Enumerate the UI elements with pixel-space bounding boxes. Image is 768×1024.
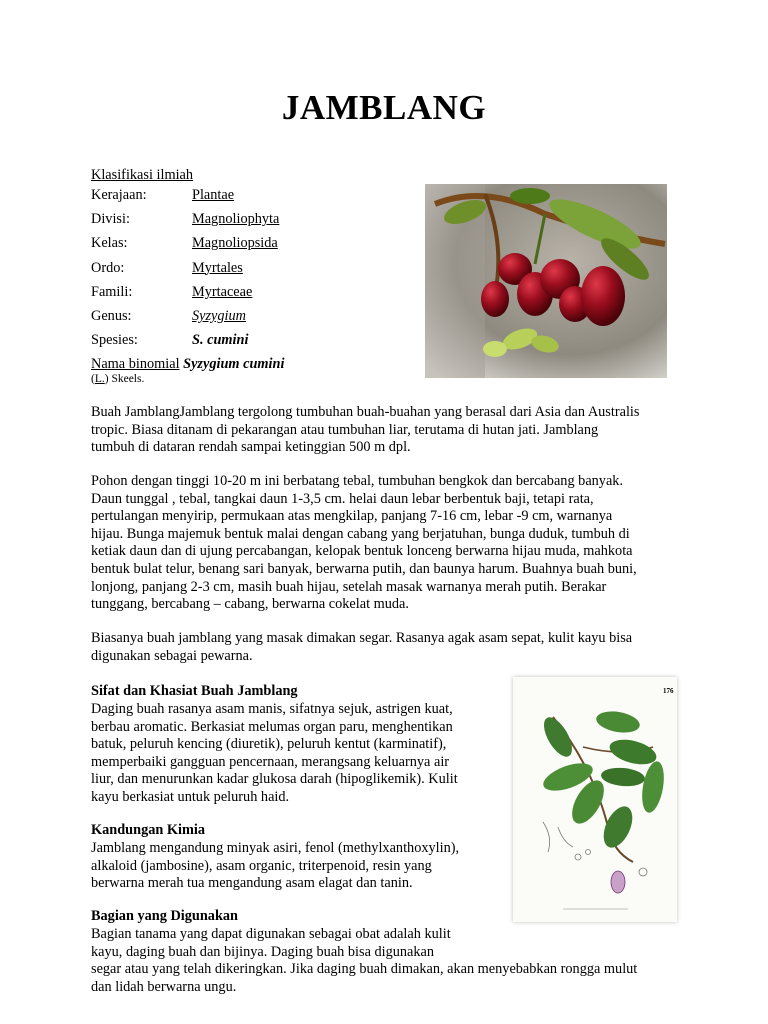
text-line: kayu berkasiat untuk peluruh haid. xyxy=(91,788,290,805)
text-line: ketiak daun dan di ujung percabangan, kelopak bentuk lonceng berwarna hijau muda, mahkota xyxy=(91,543,633,560)
classification-box xyxy=(91,167,421,356)
text-line: tumbuh di dataran rendah sampai ketinggian 500 m dpl. xyxy=(91,439,411,456)
text-line: Daging buah rasanya asam manis, sifatnya sejuk, astrigen kuat, xyxy=(91,701,453,717)
usage-paragraph xyxy=(91,630,681,665)
text-line: memperbaiki gangguan pencernaan, merangsang keluarnya air xyxy=(91,753,450,770)
text-line: kayu, daging buah dan bijinya. Daging buah bisa digunakan xyxy=(91,943,435,960)
class-label: Ordo: xyxy=(91,259,125,276)
text-line: dan lidah berwarna ungu. xyxy=(91,978,237,995)
author-rest: ) Skeels. xyxy=(104,373,145,385)
class-row-ordo xyxy=(91,260,421,284)
class-value-link[interactable]: Magnoliopsida xyxy=(192,235,278,252)
text-line: tunggang, bercabang – cabang, berwarna cokelat muda. xyxy=(91,596,409,613)
binomial-name xyxy=(91,356,284,374)
text-line: Jamblang mengandung minyak asiri, fenol (methylxanthoxylin), xyxy=(91,840,460,856)
section-body-kandungan xyxy=(91,840,491,893)
description-paragraph xyxy=(91,473,681,614)
text-line: liur, dan menurunkan kadar glukosa darah (hipoglikemik). Kulit xyxy=(91,771,458,788)
class-value-link[interactable]: Magnoliophyta xyxy=(192,211,280,228)
class-row-divisi xyxy=(91,211,421,235)
text-line: tropic. Biasa ditanam di pekarangan atau tumbuhan liar, terutama di hutan jati. Jamblang xyxy=(91,421,599,438)
section-body-bagian xyxy=(91,926,691,996)
class-value-link[interactable]: Myrtales xyxy=(192,259,243,276)
class-value-link[interactable]: Myrtaceae xyxy=(192,283,253,300)
classification-heading[interactable]: Klasifikasi ilmiah xyxy=(91,167,194,183)
text-line: berwarna merah tua mengandung asam elagat dan tanin. xyxy=(91,875,413,892)
binomial-value: Syzygium cumini xyxy=(183,356,285,372)
text-line: lonjong, panjang 2-3 cm, masih buah hijau, setelah masak warnanya merah putih. Berakar xyxy=(91,578,607,595)
text-line: hijau. Bunga majemuk bentuk malai dengan cabang yang berjatuhan, bunga duduk, tumbuh di xyxy=(91,525,630,542)
text-line: segar atau yang telah dikeringkan. Jika daging buah dimakan, akan menyebabkan rongga mulut xyxy=(91,961,638,978)
section-body-sifat xyxy=(91,701,491,807)
section-heading-sifat: Sifat dan Khasiat Buah Jamblang xyxy=(91,683,298,699)
class-value-link[interactable]: Plantae xyxy=(192,187,235,203)
fruit-photo-illustration xyxy=(425,184,667,378)
class-row-famili xyxy=(91,284,421,308)
intro-paragraph xyxy=(91,404,681,457)
text-line: Biasanya buah jamblang yang masak dimakan segar. Rasanya agak asam sepat, kulit kayu bisa xyxy=(91,630,633,646)
class-row-spesies xyxy=(91,332,421,356)
text-line: berbau aromatic. Berkasiat melumas organ paru, menghentikan xyxy=(91,718,453,735)
text-line: Buah JamblangJamblang tergolong tumbuhan buah-buahan yang berasal dari Asia dan Australis xyxy=(91,404,640,420)
text-line: digunakan sebagai pewarna. xyxy=(91,647,253,664)
class-label: Kerajaan: xyxy=(91,187,147,203)
class-label: Divisi: xyxy=(91,211,130,228)
class-label: Famili: xyxy=(91,283,133,300)
text-line: Pohon dengan tinggi 10-20 m ini berbatang tebal, tumbuhan bengkok dan bercabang banyak. xyxy=(91,473,624,489)
text-line: bentuk bulat telur, benang sari banyak, berwarna putih, dan baunya harum. Buahnya buah buni, xyxy=(91,560,637,577)
class-value-link[interactable]: Syzygium xyxy=(192,307,246,324)
section-heading-bagian: Bagian yang Digunakan xyxy=(91,908,238,924)
class-row-kerajaan xyxy=(91,187,421,211)
class-row-genus xyxy=(91,308,421,332)
class-label: Genus: xyxy=(91,307,132,324)
binomial-label[interactable]: Nama binomial xyxy=(91,356,180,372)
jamblang-fruit-photo xyxy=(425,184,667,378)
class-label: Spesies: xyxy=(91,332,138,349)
plate-number: 176 xyxy=(663,687,674,695)
text-line: alkaloid (jambosine), asam organic, triterpenoid, resin yang xyxy=(91,857,432,874)
page-title: JAMBLANG xyxy=(281,88,487,127)
section-heading-kandungan: Kandungan Kimia xyxy=(91,822,206,838)
text-line: pertulangan menyirip, permukaan atas mengkilap, panjang 7-16 cm, lebar -9 cm, warnanya xyxy=(91,508,613,525)
class-row-kelas xyxy=(91,235,421,259)
class-label: Kelas: xyxy=(91,235,128,252)
text-line: Daun tunggal , tebal, tangkai daun 1-3,5 cm. helai daun lebar berbentuk baji, tetapi rata, xyxy=(91,490,594,507)
text-line: batuk, peluruh kencing (diuretik), peluruh kentut (karminatif), xyxy=(91,736,447,753)
class-value: S. cumini xyxy=(192,332,249,349)
binomial-author: (L.) Skeels. xyxy=(91,373,145,385)
text-line: Bagian tanama yang dapat digunakan sebagai obat adalah kulit xyxy=(91,926,451,942)
botanical-illustration xyxy=(513,677,677,922)
botanical-plate-drawing xyxy=(513,677,677,922)
author-link[interactable]: L. xyxy=(94,373,105,385)
